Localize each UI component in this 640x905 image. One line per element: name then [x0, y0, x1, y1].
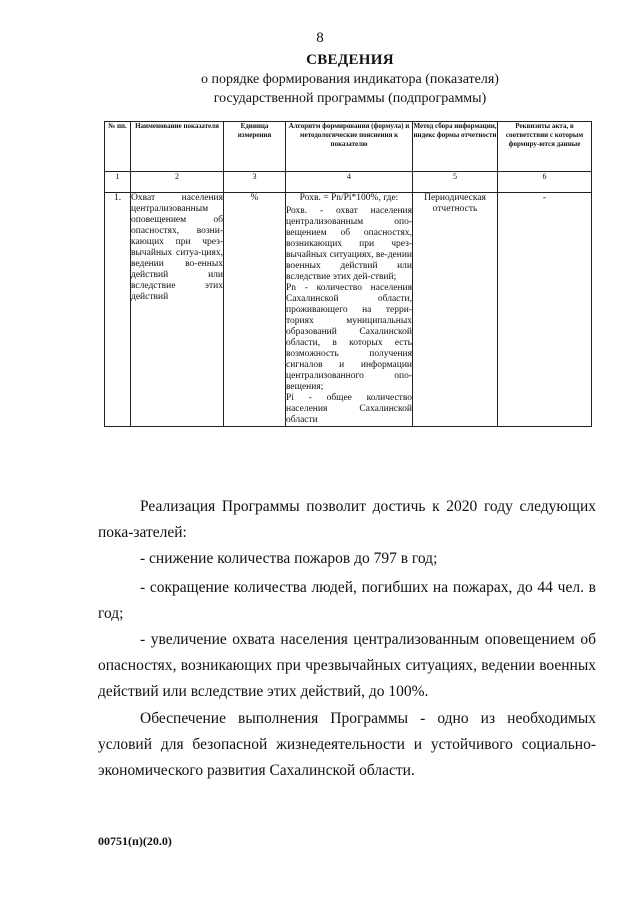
algorithm-explanation-2: Рn - количество населения Сахалинской области, проживающего на терри-ториях муниципальных образований Сахалинской области, в которых есть возможность получения сигналов и информации централизованного опо-вещения;	[286, 283, 412, 392]
document-code: 00751(п)(20.0)	[98, 834, 172, 848]
header-indicator-name: Наименование показателя	[131, 122, 224, 172]
formula: Рохв. = Рn/Рi*100%, где:	[299, 193, 399, 203]
column-number-row	[105, 172, 592, 193]
header-requisites: Реквизиты акта, в соответствии с которым формиру-ются данные	[498, 122, 592, 172]
unit-of-measure: %	[224, 193, 286, 427]
paragraph-conclusion: Обеспечение выполнения Программы - одно из необходимых условий для безопасной жизнедеятельности и устойчивого социально-экономического развития Сахалинской области.	[98, 710, 596, 779]
header-unit: Единица измерения	[224, 122, 286, 172]
algorithm-explanation-3: Рi - общее количество населения Сахалинской области	[286, 393, 412, 425]
act-requisites: -	[498, 193, 592, 427]
column-number: 1	[105, 172, 131, 193]
table-header-row	[105, 122, 592, 172]
column-number: 5	[413, 172, 498, 193]
indicator-table	[104, 121, 592, 427]
page-number: 8	[316, 30, 324, 46]
list-item-deaths: - сокращение количества людей, погибших на пожарах, до 44 чел. в год;	[98, 579, 596, 622]
column-number: 2	[131, 172, 224, 193]
list-item-fires: - снижение количества пожаров до 797 в год;	[140, 550, 438, 567]
algorithm-cell	[286, 193, 413, 427]
row-number: 1.	[105, 193, 131, 427]
collection-method: Периодическая отчетность	[413, 193, 498, 427]
paragraph-intro: Реализация Программы позволит достичь к 2020 году следующих пока-зателей:	[98, 498, 596, 541]
column-number: 3	[224, 172, 286, 193]
algorithm-explanation-1: Рохв. - охват населения централизованным опо-вещением об опасностях, возникающих при чрез-вычайных ситуациях, ве-дении военных действий или вследствие этих дей-ствий;	[286, 206, 412, 282]
subtitle-line-1: о порядке формирования индикатора (показателя)	[201, 72, 499, 87]
document-title: СВЕДЕНИЯ	[306, 52, 394, 68]
column-number: 4	[286, 172, 413, 193]
header-method: Метод сбора информации, индекс формы отчетности	[413, 122, 498, 172]
table-row	[105, 193, 592, 427]
list-item-coverage: - увеличение охвата населения централизованным оповещением об опасностях, возникающих при чрезвычайных ситуациях, ведении военных действий или вследствие этих действий, до 100%.	[98, 631, 596, 700]
indicator-name: Охват населения централизованным оповещением об опасностях, возни-кающих при чрез-вычайных ситуа-циях, ведении во-енных действий или вследствие этих действий	[131, 193, 224, 427]
header-number: № пп.	[105, 122, 131, 172]
subtitle-line-2: государственной программы (подпрограммы)	[213, 91, 487, 106]
header-algorithm: Алгоритм формирования (формула) и методологические пояснения к показателю	[286, 122, 413, 172]
column-number: 6	[498, 172, 592, 193]
